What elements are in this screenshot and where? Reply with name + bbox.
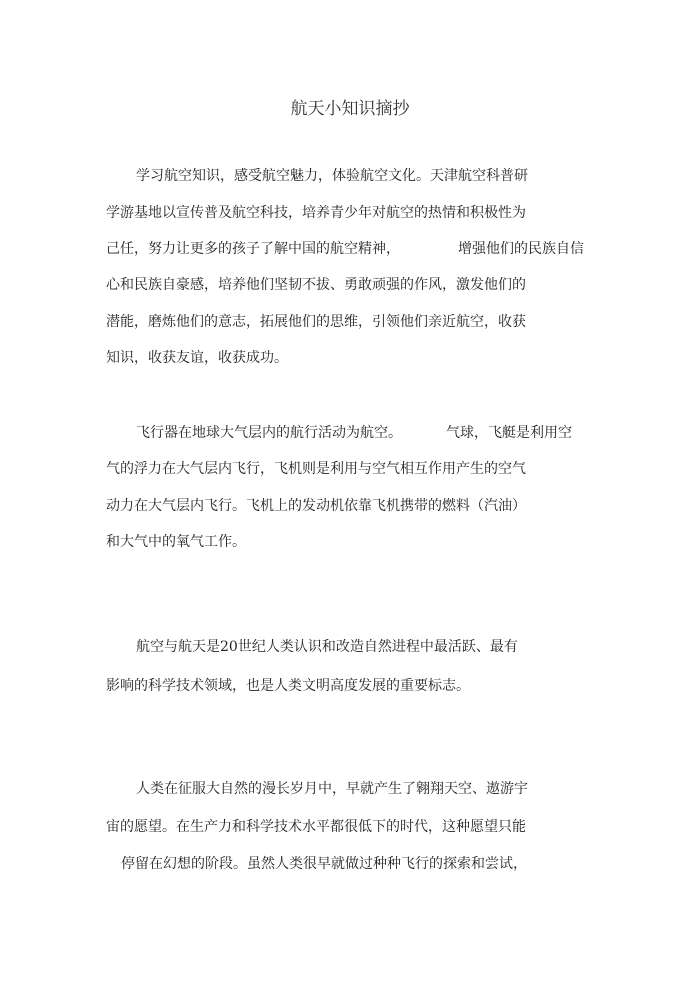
paragraph-line: 知识，收获友谊，收获成功。	[106, 350, 288, 366]
paragraph-line	[106, 240, 584, 258]
line-segment: 飞行器在地球大气层内的航行活动为航空。	[136, 425, 402, 441]
paragraph-line: 航空与航天是20世纪人类认识和改造自然进程中最活跃、最有	[136, 639, 518, 655]
paragraph-line: 动力在大气层内飞行。飞机上的发动机依靠飞机携带的燃料（汽油）	[106, 498, 526, 514]
paragraph-line: 宙的愿望。在生产力和科学技术水平都很低下的时代，这种愿望只能	[106, 819, 526, 835]
line-segment: 增强他们的民族自信	[458, 241, 584, 257]
line-segment: 气球，飞艇是利用空	[446, 425, 572, 441]
paragraph-line: 停留在幻想的阶段。虽然人类很早就做过种种飞行的探索和尝试，	[121, 856, 527, 872]
paragraph-line: 学习航空知识，感受航空魅力，体验航空文化。天津航空科普研	[136, 168, 528, 184]
paragraph-line: 影响的科学技术领域，也是人类文明高度发展的重要标志。	[106, 678, 470, 694]
paragraph-line	[136, 424, 572, 442]
paragraph-line: 和大气中的氧气工作。	[106, 534, 246, 550]
paragraph-line: 气的浮力在大气层内飞行，飞机则是利用与空气相互作用产生的空气	[106, 461, 526, 477]
paragraph-line: 潜能，磨炼他们的意志，拓展他们的思维，引领他们亲近航空，收获	[106, 314, 526, 330]
paragraph-line: 学游基地以宣传普及航空科技，培养青少年对航空的热情和积极性为	[106, 205, 526, 221]
paragraph-line: 心和民族自豪感，培养他们坚韧不拔、勇敢顽强的作风，激发他们的	[106, 277, 526, 293]
line-segment: 己任，努力让更多的孩子了解中国的航空精神，	[106, 241, 400, 257]
paragraph-line: 人类在征服大自然的漫长岁月中，早就产生了翱翔天空、遨游宇	[136, 781, 528, 797]
page-title: 航天小知识摘抄	[290, 99, 410, 119]
